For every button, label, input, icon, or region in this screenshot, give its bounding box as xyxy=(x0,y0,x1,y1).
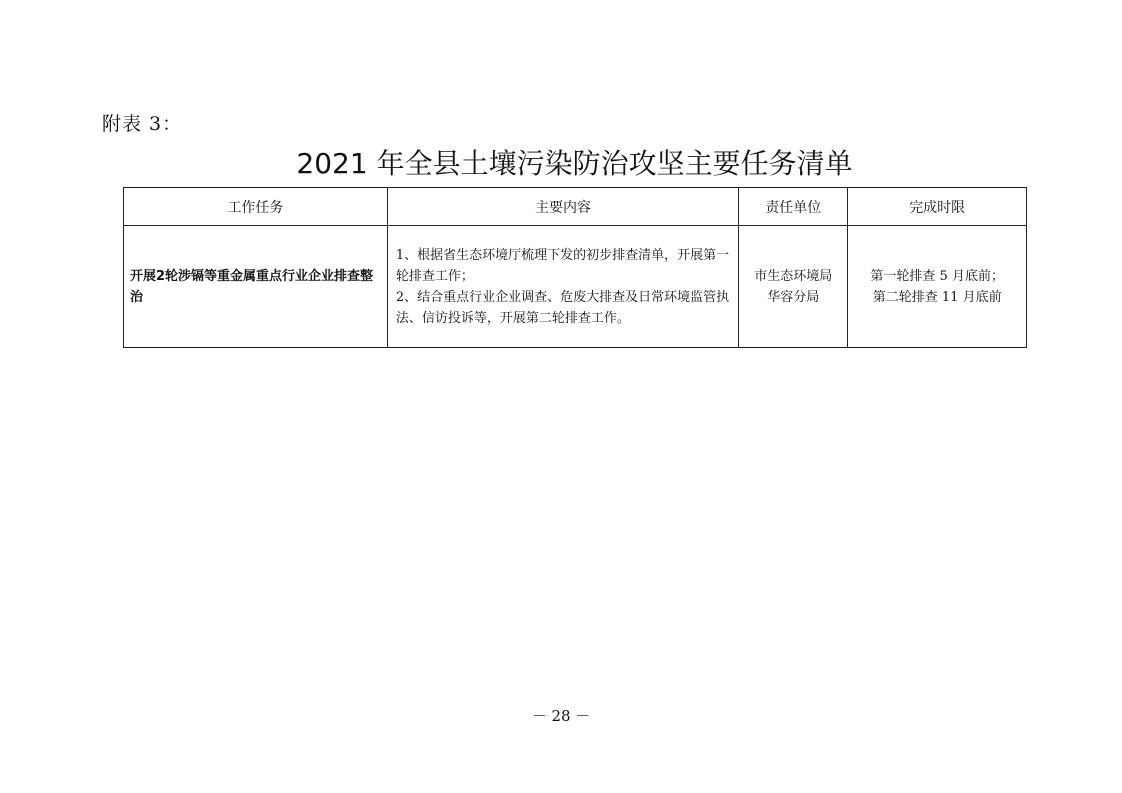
deadline-line: 第一轮排查 5 月底前； xyxy=(870,268,1004,284)
document-title: 2021 年全县土壤污染防治攻坚主要任务清单 xyxy=(296,147,853,180)
deadline-cell xyxy=(848,226,1027,348)
page-number: － 28 － xyxy=(531,707,591,725)
content-cell xyxy=(387,226,738,348)
unit-line: 市生态环境局 xyxy=(754,268,833,284)
header-responsible-unit: 责任单位 xyxy=(739,188,848,226)
responsible-unit-cell xyxy=(739,226,848,348)
table-row xyxy=(124,226,1027,348)
deadline-line: 第二轮排查 11 月底前 xyxy=(872,289,1002,305)
content-line: 1、根据省生态环境厅梳理下发的初步排查清单，开展第一轮排查工作； xyxy=(395,247,730,284)
content-line: 2、结合重点行业企业调查、危废大排查及日常环境监管执法、信访投诉等，开展第二轮排查工作。 xyxy=(395,289,730,326)
attachment-label: 附表 3： xyxy=(102,113,183,135)
task-cell: 开展2轮涉镉等重金属重点行业企业排查整治 xyxy=(124,226,388,348)
header-task: 工作任务 xyxy=(124,188,388,226)
unit-line: 华容分局 xyxy=(767,289,820,305)
header-deadline: 完成时限 xyxy=(848,188,1027,226)
table-header-row xyxy=(124,188,1027,226)
header-content: 主要内容 xyxy=(387,188,738,226)
task-table xyxy=(123,187,1027,348)
